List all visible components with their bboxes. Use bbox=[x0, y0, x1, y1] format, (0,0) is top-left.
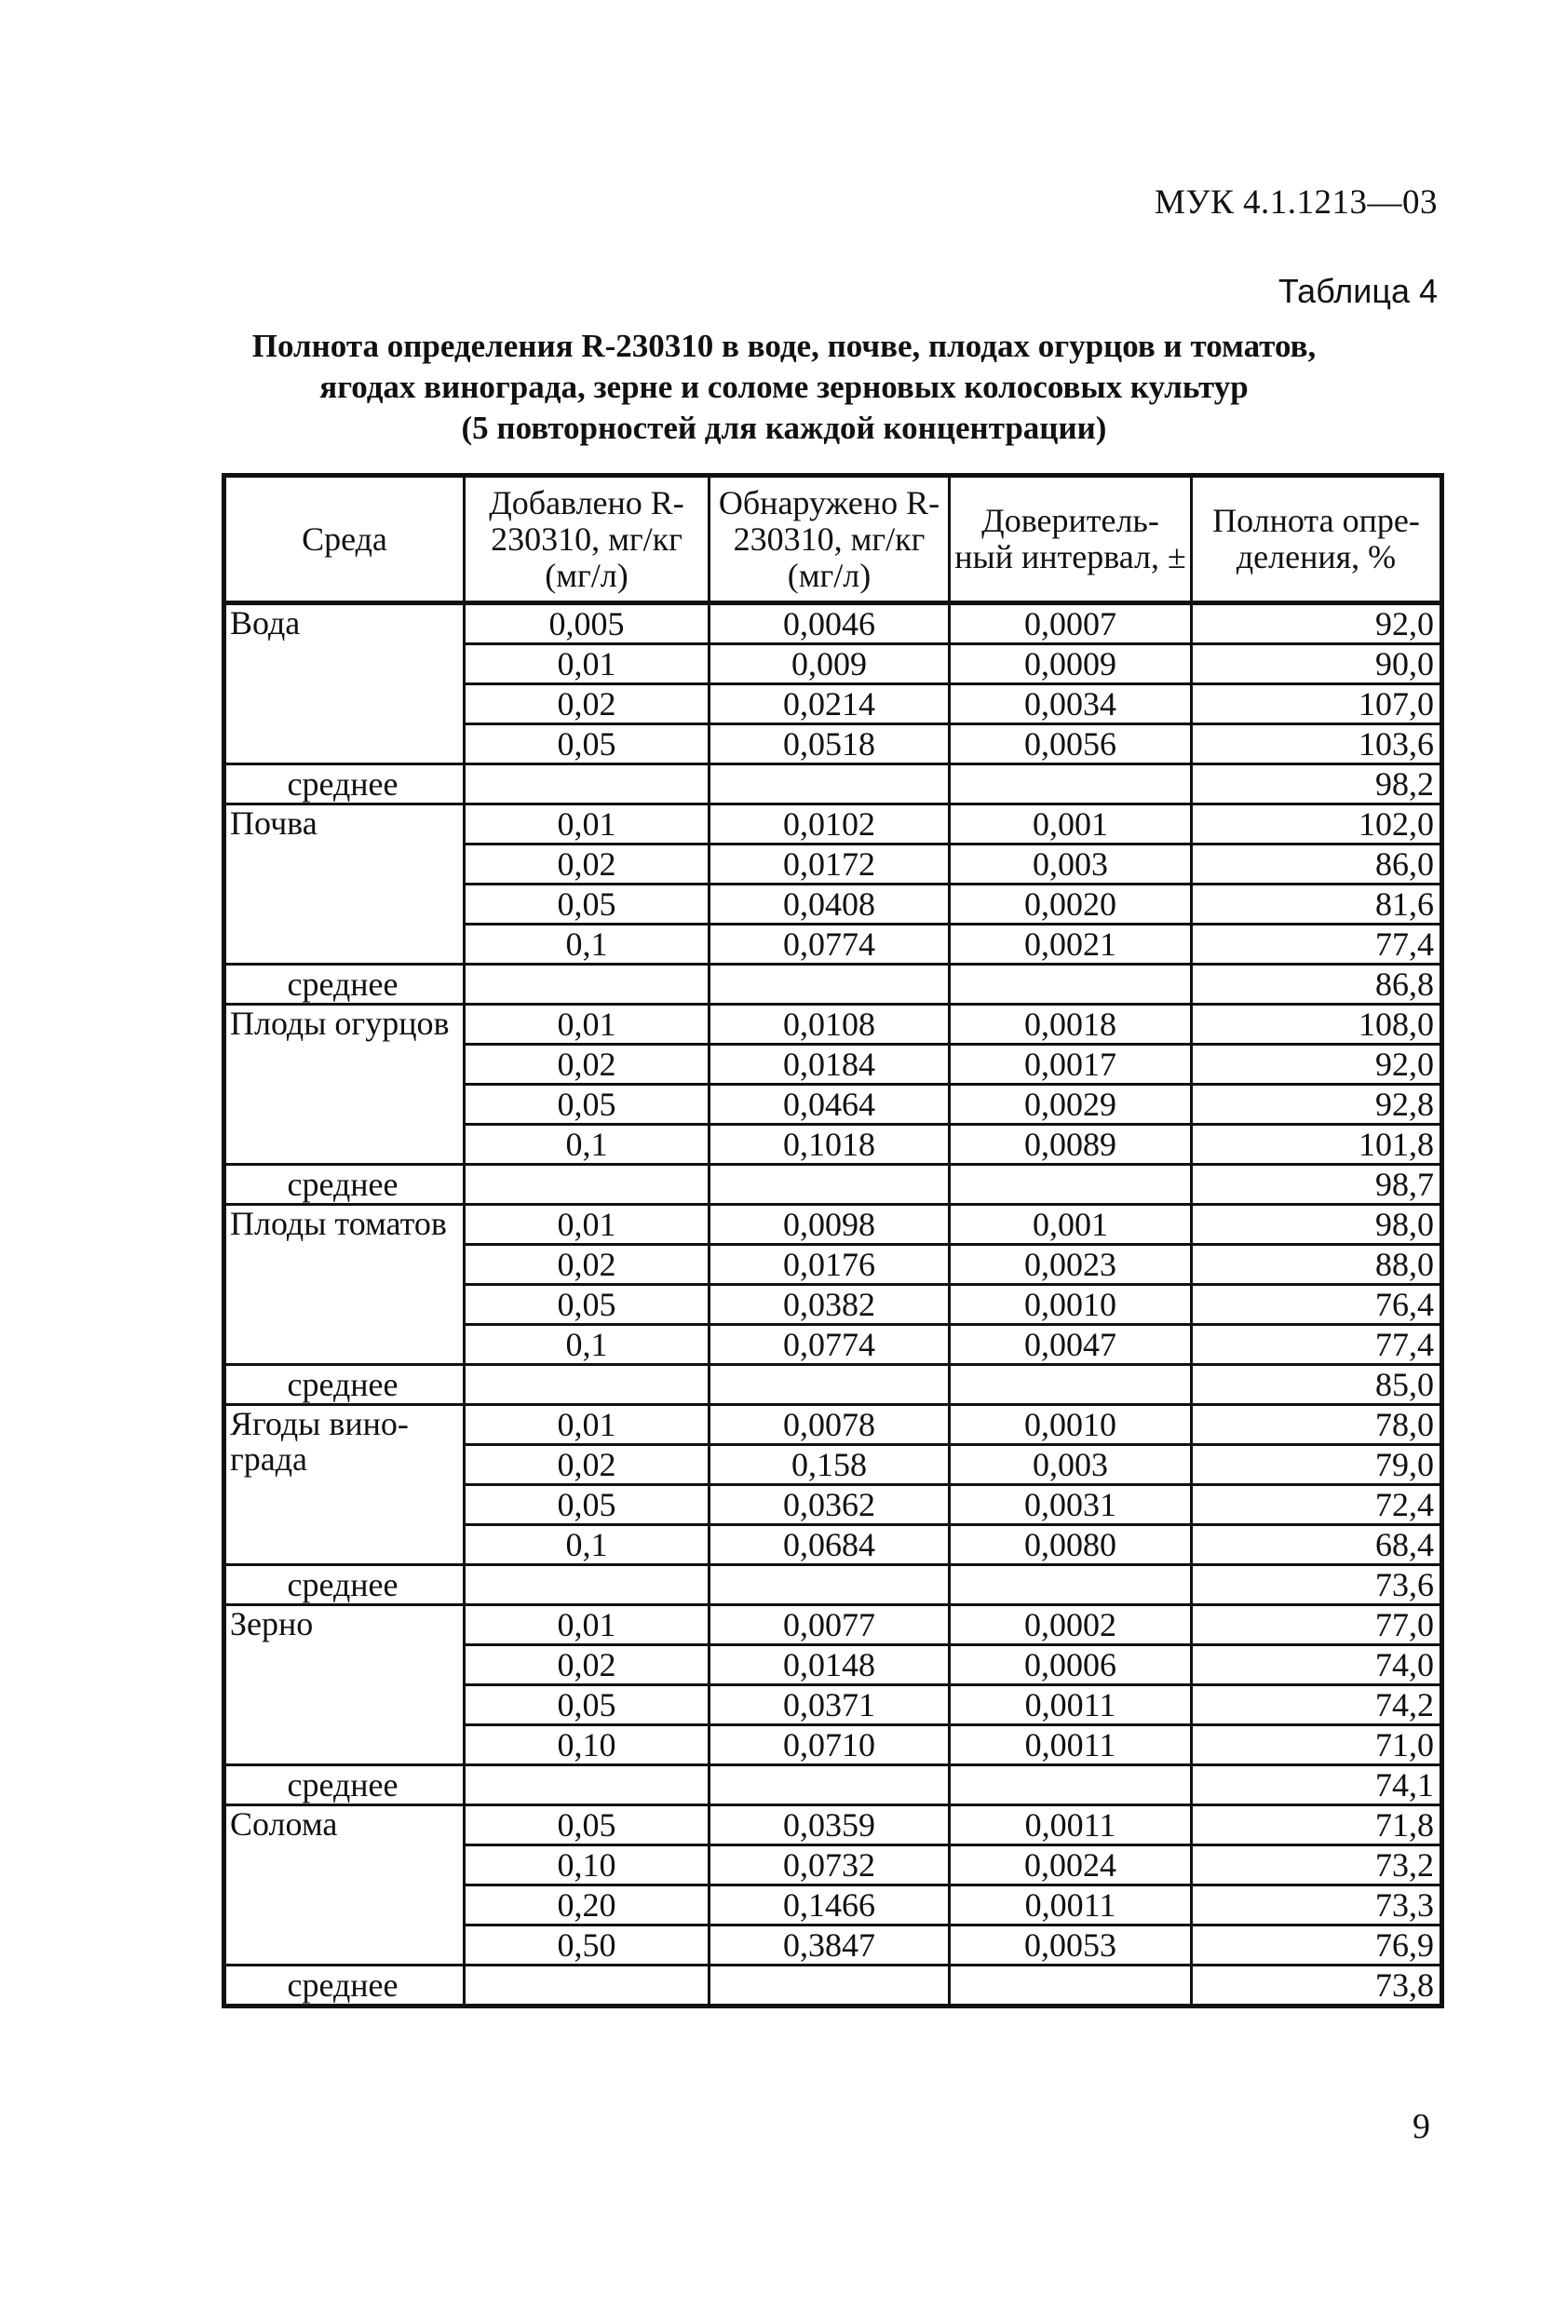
added-cell: 0,10 bbox=[465, 1845, 710, 1885]
interval-cell: 0,001 bbox=[950, 804, 1192, 844]
empty-cell bbox=[710, 1565, 950, 1605]
interval-cell: 0,0011 bbox=[950, 1885, 1192, 1925]
interval-cell: 0,0011 bbox=[950, 1725, 1192, 1765]
found-cell: 0,0684 bbox=[710, 1525, 950, 1565]
recovery-cell: 72,4 bbox=[1192, 1485, 1442, 1525]
medium-cell: Вода bbox=[224, 603, 465, 764]
table-row bbox=[224, 603, 1442, 644]
page-number: 9 bbox=[1413, 2107, 1430, 2146]
recovery-cell: 68,4 bbox=[1192, 1525, 1442, 1565]
interval-cell: 0,0007 bbox=[950, 603, 1192, 644]
recovery-cell: 73,2 bbox=[1192, 1845, 1442, 1885]
found-cell: 0,0214 bbox=[710, 684, 950, 724]
added-cell: 0,01 bbox=[465, 644, 710, 684]
average-label: среднее bbox=[224, 1165, 465, 1205]
table-row bbox=[224, 804, 1442, 844]
added-cell: 0,02 bbox=[465, 844, 710, 885]
added-cell: 0,005 bbox=[465, 603, 710, 644]
empty-cell bbox=[950, 1165, 1192, 1205]
recovery-cell: 92,8 bbox=[1192, 1085, 1442, 1125]
empty-cell bbox=[950, 1365, 1192, 1405]
added-cell: 0,1 bbox=[465, 925, 710, 965]
found-cell: 0,0710 bbox=[710, 1725, 950, 1765]
interval-cell: 0,0031 bbox=[950, 1485, 1192, 1525]
added-cell: 0,02 bbox=[465, 1645, 710, 1685]
interval-cell: 0,0021 bbox=[950, 925, 1192, 965]
added-cell: 0,05 bbox=[465, 1085, 710, 1125]
recovery-table bbox=[222, 473, 1444, 2008]
table-row bbox=[224, 1605, 1442, 1645]
header-recovery: Полнота опре-деления, % bbox=[1192, 476, 1442, 603]
empty-cell bbox=[465, 1765, 710, 1805]
added-cell: 0,01 bbox=[465, 1605, 710, 1645]
interval-cell: 0,0011 bbox=[950, 1805, 1192, 1845]
added-cell: 0,02 bbox=[465, 684, 710, 724]
average-value: 85,0 bbox=[1192, 1365, 1442, 1405]
table-body bbox=[224, 603, 1442, 2006]
interval-cell: 0,0010 bbox=[950, 1405, 1192, 1445]
added-cell: 0,01 bbox=[465, 804, 710, 844]
interval-cell: 0,0029 bbox=[950, 1085, 1192, 1125]
recovery-cell: 76,4 bbox=[1192, 1285, 1442, 1325]
found-cell: 0,0102 bbox=[710, 804, 950, 844]
added-cell: 0,02 bbox=[465, 1445, 710, 1485]
average-row bbox=[224, 1365, 1442, 1405]
empty-cell bbox=[710, 1365, 950, 1405]
recovery-cell: 101,8 bbox=[1192, 1125, 1442, 1165]
added-cell: 0,05 bbox=[465, 1685, 710, 1725]
recovery-cell: 102,0 bbox=[1192, 804, 1442, 844]
added-cell: 0,05 bbox=[465, 724, 710, 764]
document-code: МУК 4.1.1213—03 bbox=[1154, 183, 1438, 222]
recovery-cell: 77,4 bbox=[1192, 1325, 1442, 1365]
added-cell: 0,05 bbox=[465, 885, 710, 925]
interval-cell: 0,0024 bbox=[950, 1845, 1192, 1885]
recovery-cell: 90,0 bbox=[1192, 644, 1442, 684]
interval-cell: 0,0034 bbox=[950, 684, 1192, 724]
recovery-cell: 108,0 bbox=[1192, 1005, 1442, 1045]
recovery-cell: 103,6 bbox=[1192, 724, 1442, 764]
medium-cell: Ягоды вино-града bbox=[224, 1405, 465, 1565]
average-value: 74,1 bbox=[1192, 1765, 1442, 1805]
average-label: среднее bbox=[224, 764, 465, 804]
empty-cell bbox=[710, 1966, 950, 2006]
empty-cell bbox=[465, 1966, 710, 2006]
added-cell: 0,1 bbox=[465, 1325, 710, 1365]
found-cell: 0,0464 bbox=[710, 1085, 950, 1125]
table-row bbox=[224, 1005, 1442, 1045]
recovery-cell: 74,2 bbox=[1192, 1685, 1442, 1725]
found-cell: 0,0359 bbox=[710, 1805, 950, 1845]
average-value: 73,6 bbox=[1192, 1565, 1442, 1605]
recovery-cell: 107,0 bbox=[1192, 684, 1442, 724]
added-cell: 0,1 bbox=[465, 1125, 710, 1165]
empty-cell bbox=[950, 1966, 1192, 2006]
recovery-cell: 71,8 bbox=[1192, 1805, 1442, 1845]
found-cell: 0,0774 bbox=[710, 1325, 950, 1365]
header-medium: Среда bbox=[224, 476, 465, 603]
added-cell: 0,01 bbox=[465, 1205, 710, 1245]
added-cell: 0,05 bbox=[465, 1285, 710, 1325]
recovery-cell: 86,0 bbox=[1192, 844, 1442, 885]
recovery-cell: 77,0 bbox=[1192, 1605, 1442, 1645]
found-cell: 0,0362 bbox=[710, 1485, 950, 1525]
average-label: среднее bbox=[224, 1765, 465, 1805]
medium-cell: Плоды огурцов bbox=[224, 1005, 465, 1165]
empty-cell bbox=[710, 764, 950, 804]
caption-line-3: (5 повторностей для каждой концентрации) bbox=[461, 410, 1107, 446]
found-cell: 0,0774 bbox=[710, 925, 950, 965]
added-cell: 0,01 bbox=[465, 1405, 710, 1445]
table-row bbox=[224, 1805, 1442, 1845]
average-row bbox=[224, 1966, 1442, 2006]
interval-cell: 0,0020 bbox=[950, 885, 1192, 925]
added-cell: 0,50 bbox=[465, 1925, 710, 1966]
table-row bbox=[224, 1205, 1442, 1245]
average-label: среднее bbox=[224, 965, 465, 1005]
found-cell: 0,0371 bbox=[710, 1685, 950, 1725]
medium-cell: Солома bbox=[224, 1805, 465, 1966]
average-value: 86,8 bbox=[1192, 965, 1442, 1005]
found-cell: 0,1466 bbox=[710, 1885, 950, 1925]
added-cell: 0,02 bbox=[465, 1245, 710, 1285]
average-value: 73,8 bbox=[1192, 1966, 1442, 2006]
recovery-cell: 92,0 bbox=[1192, 1045, 1442, 1085]
recovery-cell: 77,4 bbox=[1192, 925, 1442, 965]
interval-cell: 0,0011 bbox=[950, 1685, 1192, 1725]
empty-cell bbox=[950, 1765, 1192, 1805]
empty-cell bbox=[710, 965, 950, 1005]
empty-cell bbox=[710, 1165, 950, 1205]
empty-cell bbox=[950, 764, 1192, 804]
added-cell: 0,05 bbox=[465, 1805, 710, 1845]
interval-cell: 0,0017 bbox=[950, 1045, 1192, 1085]
found-cell: 0,0408 bbox=[710, 885, 950, 925]
empty-cell bbox=[465, 965, 710, 1005]
interval-cell: 0,003 bbox=[950, 1445, 1192, 1485]
header-confidence-interval: Доверитель-ный интервал, ± bbox=[950, 476, 1192, 603]
recovery-cell: 78,0 bbox=[1192, 1405, 1442, 1445]
recovery-cell: 73,3 bbox=[1192, 1885, 1442, 1925]
caption-line-2: ягодах винограда, зерне и соломе зерновых колосовых культур bbox=[319, 369, 1249, 405]
found-cell: 0,0098 bbox=[710, 1205, 950, 1245]
header-found: Обнаружено R-230310, мг/кг (мг/л) bbox=[710, 476, 950, 603]
interval-cell: 0,003 bbox=[950, 844, 1192, 885]
found-cell: 0,0732 bbox=[710, 1845, 950, 1885]
average-row bbox=[224, 965, 1442, 1005]
recovery-cell: 88,0 bbox=[1192, 1245, 1442, 1285]
table-caption bbox=[0, 326, 1568, 449]
table-label: Таблица 4 bbox=[1277, 272, 1438, 310]
empty-cell bbox=[465, 1165, 710, 1205]
medium-cell: Зерно bbox=[224, 1605, 465, 1765]
added-cell: 0,1 bbox=[465, 1525, 710, 1565]
interval-cell: 0,0047 bbox=[950, 1325, 1192, 1365]
found-cell: 0,1018 bbox=[710, 1125, 950, 1165]
average-value: 98,7 bbox=[1192, 1165, 1442, 1205]
interval-cell: 0,0053 bbox=[950, 1925, 1192, 1966]
found-cell: 0,0148 bbox=[710, 1645, 950, 1685]
recovery-cell: 71,0 bbox=[1192, 1725, 1442, 1765]
recovery-cell: 74,0 bbox=[1192, 1645, 1442, 1685]
recovery-cell: 92,0 bbox=[1192, 603, 1442, 644]
found-cell: 0,0176 bbox=[710, 1245, 950, 1285]
interval-cell: 0,0056 bbox=[950, 724, 1192, 764]
caption-line-1: Полнота определения R-230310 в воде, почве, плодах огурцов и томатов, bbox=[251, 328, 1317, 364]
found-cell: 0,158 bbox=[710, 1445, 950, 1485]
average-row bbox=[224, 1165, 1442, 1205]
interval-cell: 0,001 bbox=[950, 1205, 1192, 1245]
average-row bbox=[224, 1765, 1442, 1805]
empty-cell bbox=[465, 1565, 710, 1605]
average-label: среднее bbox=[224, 1565, 465, 1605]
added-cell: 0,05 bbox=[465, 1485, 710, 1525]
average-value: 98,2 bbox=[1192, 764, 1442, 804]
added-cell: 0,10 bbox=[465, 1725, 710, 1765]
found-cell: 0,0077 bbox=[710, 1605, 950, 1645]
medium-cell: Почва bbox=[224, 804, 465, 965]
empty-cell bbox=[465, 764, 710, 804]
found-cell: 0,0184 bbox=[710, 1045, 950, 1085]
interval-cell: 0,0009 bbox=[950, 644, 1192, 684]
found-cell: 0,0172 bbox=[710, 844, 950, 885]
empty-cell bbox=[710, 1765, 950, 1805]
interval-cell: 0,0018 bbox=[950, 1005, 1192, 1045]
header-added: Добавлено R-230310, мг/кг (мг/л) bbox=[465, 476, 710, 603]
found-cell: 0,009 bbox=[710, 644, 950, 684]
found-cell: 0,0382 bbox=[710, 1285, 950, 1325]
recovery-cell: 81,6 bbox=[1192, 885, 1442, 925]
interval-cell: 0,0002 bbox=[950, 1605, 1192, 1645]
interval-cell: 0,0023 bbox=[950, 1245, 1192, 1285]
interval-cell: 0,0010 bbox=[950, 1285, 1192, 1325]
average-label: среднее bbox=[224, 1365, 465, 1405]
average-row bbox=[224, 764, 1442, 804]
found-cell: 0,3847 bbox=[710, 1925, 950, 1966]
added-cell: 0,01 bbox=[465, 1005, 710, 1045]
interval-cell: 0,0006 bbox=[950, 1645, 1192, 1685]
recovery-cell: 76,9 bbox=[1192, 1925, 1442, 1966]
empty-cell bbox=[950, 1565, 1192, 1605]
found-cell: 0,0046 bbox=[710, 603, 950, 644]
empty-cell bbox=[465, 1365, 710, 1405]
found-cell: 0,0078 bbox=[710, 1405, 950, 1445]
added-cell: 0,20 bbox=[465, 1885, 710, 1925]
header-row bbox=[224, 476, 1442, 603]
medium-cell: Плоды томатов bbox=[224, 1205, 465, 1365]
recovery-cell: 98,0 bbox=[1192, 1205, 1442, 1245]
recovery-cell: 79,0 bbox=[1192, 1445, 1442, 1485]
table-row bbox=[224, 1405, 1442, 1445]
interval-cell: 0,0080 bbox=[950, 1525, 1192, 1565]
interval-cell: 0,0089 bbox=[950, 1125, 1192, 1165]
empty-cell bbox=[950, 965, 1192, 1005]
average-label: среднее bbox=[224, 1966, 465, 2006]
found-cell: 0,0108 bbox=[710, 1005, 950, 1045]
average-row bbox=[224, 1565, 1442, 1605]
added-cell: 0,02 bbox=[465, 1045, 710, 1085]
found-cell: 0,0518 bbox=[710, 724, 950, 764]
